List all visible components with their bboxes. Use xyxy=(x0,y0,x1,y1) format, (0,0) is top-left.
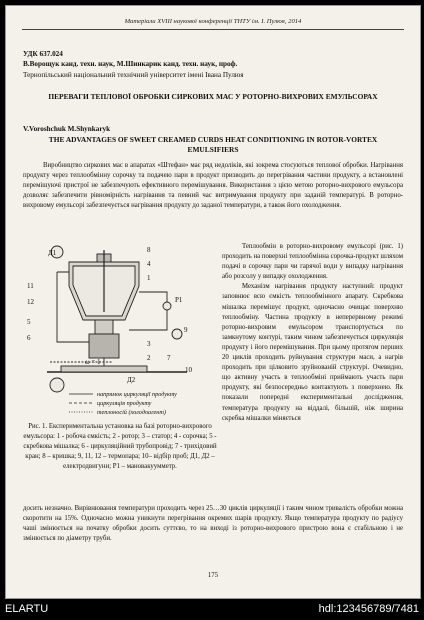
label-8: 8 xyxy=(147,246,151,254)
label-omega: ω = 1 xyxy=(85,358,101,366)
label-12: 12 xyxy=(27,298,34,306)
document-page xyxy=(5,5,421,599)
paragraph-heating-mechanism: Механізм нагрівання продукту наступний: продукт заповнює всю ємкість теплообмінного апарату. Скребкова мішалка перемішує продукт, одночасно очищає поверхню теплообміну. Частина продукту в неперервному режимі роторно-вихровим емульсором транспортується по замкнутому контурі, таким чином забезпечується циркуляція продукту і його перемішування. При цьому протягом перших 20 циклів проходить руйнування структури маси, а нагрів проходить при цілковито зруйнованій структурі. Очевидно, що активну участь в теплообміні приймають участь пари продукту, які безпосередньо контактують з поверхнею. Як показали попередні експериментальні дослідження, температура продукту на віддалі, більшій, ніж ширина скребка мішалки міняється xyxy=(222,283,403,422)
label-2: 2 xyxy=(147,354,151,362)
repository-name: ELARTU xyxy=(5,603,49,615)
label-6: 6 xyxy=(27,334,31,342)
label-11: 11 xyxy=(27,282,34,290)
label-d1: Д1 xyxy=(48,249,57,257)
legend-coolant: теплоносій (холодоагент) xyxy=(97,409,166,416)
running-header: Матеріали XVIII наукової конференції ТНТУ ім. І. Пулюя, 2014 xyxy=(124,18,302,25)
paragraph-conclusion: досить незначно. Вирівнювання температури проходить через 25…30 циклів циркуляції і таким чином тривалість обробки можна скоротити на 15%. Одночасно можна уникнути перегрівання окремих шарів продукту. Якщо температура продукту по радіусу чаші змінюється на початку обробки досить суттєво, то на виході із роторно-вихрового пристрою вона є стабільною і не змінюється по діаметру труби. xyxy=(23,505,403,543)
title-english: THE ADVANTAGES OF SWEET CREAMED CURDS HEAT CONDITIONING IN ROTOR-VORTEX EMULSIFIERS xyxy=(48,135,378,154)
authors: В.Ворощук канд. техн. наук, М.Шинкарик канд. техн. наук, проф. xyxy=(23,60,238,68)
figure-apparatus-diagram xyxy=(17,242,223,418)
label-3: 3 xyxy=(147,340,151,348)
label-1: 1 xyxy=(147,274,151,282)
handle-identifier: hdl:123456789/7481 xyxy=(318,603,419,615)
label-4: 4 xyxy=(147,260,151,268)
udc-code: УДК 637.024 xyxy=(23,50,63,58)
legend-circulation: циркуляція продукту xyxy=(97,400,152,407)
page-number: 175 xyxy=(207,572,219,579)
header-rule xyxy=(22,29,404,30)
label-5: 5 xyxy=(27,318,31,326)
label-10: 10 xyxy=(185,366,192,374)
vessel xyxy=(47,246,187,392)
affiliation: Тернопільський національний технічний університет імені Івана Пулюя xyxy=(23,71,244,79)
paragraph-intro: Виробництво сиркових мас в апаратах «Штефан» має ряд недоліків, які зокрема стосуються теплової обробки. Нагрівання продукту через теплообмінну сорочку та подачею пари в продукт призводить до перегрівання частини продукту, а встановлені перемішуючі пристрої не забезпечують ефективного перемішування. Використання з цією метою роторно-вихрового емульсора дозволяє забезпечити рівномірність нагрівання та певний час витримування продукту при заданій температурі. В роторно-вихровому емульсорі забезпечується нагрівання продукту до заданої температури, а також його охолодження. xyxy=(23,162,403,210)
legend-flow-direction: напрямок циркуляції продукту xyxy=(97,391,177,398)
label-7: 7 xyxy=(167,354,171,362)
figure-legend xyxy=(69,391,177,416)
figure-caption: Рис. 1. Експериментальна установка на базі роторно-вихрового емульсора: 1 - робоча ємкість; 2 - ротор; 3 – статор; 4 - сорочка; 5 - скребкова мішалка; 6 - циркуляційний трубопровід; 7 - трихідовий кран; 8 – кришка; 9, 11, 12 – термопара; 10– відбір проб; Д1, Д2 – електродвигуни; Р1 – мановакуумметр. xyxy=(23,423,217,471)
label-p1: Р1 xyxy=(175,296,183,304)
authors-english: V.Voroshchuk M.Shynkaryk xyxy=(23,125,111,133)
label-9: 9 xyxy=(184,326,188,334)
label-d2: Д2 xyxy=(127,376,136,384)
paragraph-heat-exchange: Теплообмін в роторно-вихровому емульсорі (рис. 1) проходить на поверхні теплообмінна сорочка-продукт шляхом подачі в сорочку пари чи гарячої води у випадку нагрівання або розсолу у випадку охолодження. xyxy=(222,243,403,281)
title-ukrainian: ПЕРЕВАГИ ТЕПЛОВОЇ ОБРОБКИ СИРКОВИХ МАС У РОТОРНО-ВИХРОВИХ ЕМУЛЬСОРАХ xyxy=(48,92,378,101)
right-column xyxy=(222,242,403,424)
